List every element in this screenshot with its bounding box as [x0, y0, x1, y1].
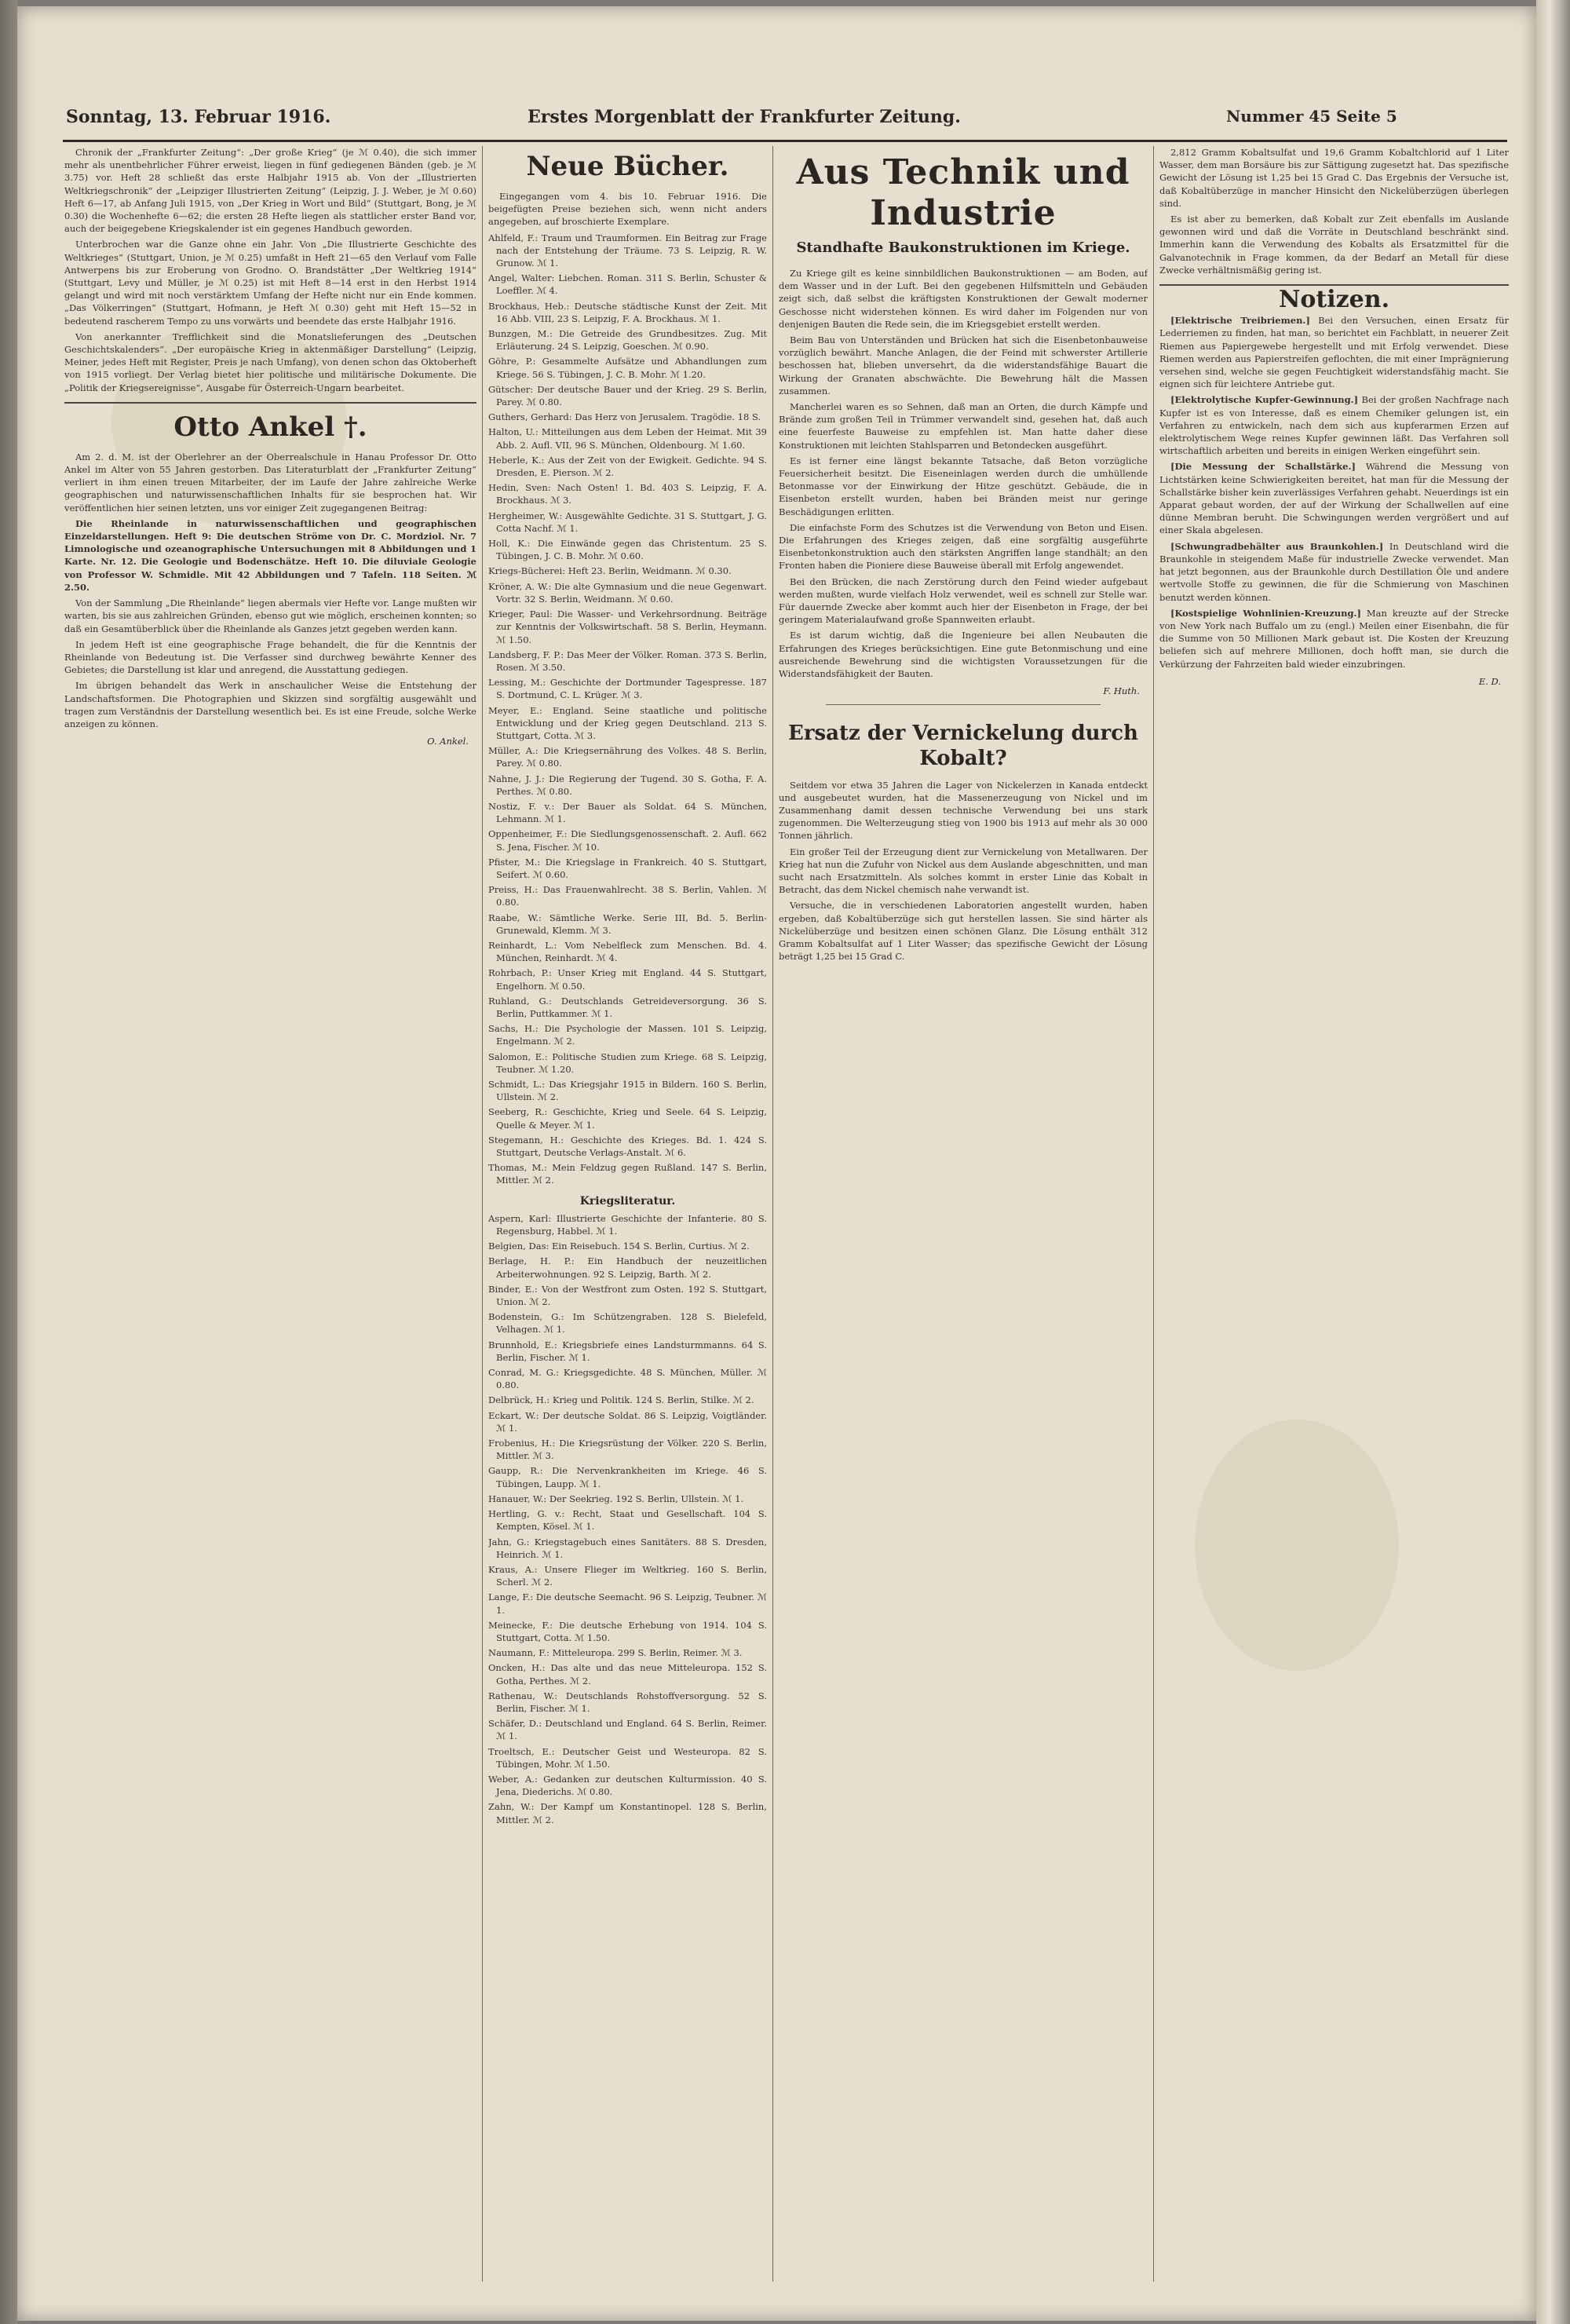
section-rule	[64, 402, 476, 404]
book-entry: Kriegs-Bücherei: Heft 23. Berlin, Weidmann. ℳ 0.30.	[488, 565, 732, 577]
book-entry: Reinhardt, L.: Vom Nebelfleck zum Menschen. Bd. 4. München, Reinhardt. ℳ 4.	[488, 939, 767, 964]
book-entry: Kröner, A. W.: Die alte Gymnasium und die neue Gegenwart. Vortr. 32 S. Berlin, Weidmann. ℳ 0.60.	[488, 580, 767, 605]
note-item	[1159, 460, 1509, 536]
book-entry: Nostiz, F. v.: Der Bauer als Soldat. 64 S. München, Lehmann. ℳ 1.	[488, 800, 767, 825]
book-entry: Nahne, J. J.: Die Regierung der Tugend. 30 S. Gotha, F. A. Perthes. ℳ 0.80.	[488, 773, 767, 797]
book-entry: Guthers, Gerhard: Das Herz von Jerusalem. Tragödie. 18 S.	[488, 411, 761, 423]
note-item	[1159, 607, 1509, 671]
notes-list	[1159, 314, 1509, 670]
book-list	[488, 232, 767, 1187]
book-entry: Pfister, M.: Die Kriegslage in Frankreich. 40 S. Stuttgart, Seifert. ℳ 0.60.	[488, 856, 767, 880]
book-review-heading: Die Rheinlande in naturwissenschaftlichen und geographischen Einzeldarstellungen. Heft 9: Die deutschen Ströme von Dr. C. Mordziol. Nr. 7 Limnologische und ozeanographische Untersuchungen mit 8 Abbildungen und 1 Karte. Nr. 12. Die Geologie und Bodenschätze. Heft 10. Die diluviale Geologie von Professor W. Schmidle. Mit 42 Abbildungen und 7 Tafeln. 118 Seiten. ℳ 2.50.	[64, 517, 476, 593]
kobalt-article-title: Ersatz der Vernickelung durch Kobalt?	[788, 721, 1138, 770]
article-paragraph: Ein großer Teil der Erzeugung dient zur Vernickelung von Metallwaren. Der Krieg hat nun die Zufuhr von Nickel aus dem Auslande abgeschnitten, und man sucht nach Ersatzmitteln. Als solches kommt in erster Linie das Kobalt in Betracht, das dem Nickel chemisch nahe verwandt ist.	[779, 846, 1148, 896]
article-paragraph: Versuche, die in verschiedenen Laboratorien angestellt wurden, haben ergeben, daß Kobaltüberzüge sich gut herstellen lassen. Sie sind härter als Nickelüberzüge und besitzen einen schönen Glanz. Die Lösung enthält 312 Gramm Kobaltsulfat auf 1 Liter Wasser; das spezifische Gewicht der Lösung beträgt 1,25 bei 15 Grad C.	[779, 900, 1148, 963]
war-book-entry: Kraus, A.: Unsere Flieger im Weltkrieg. 160 S. Berlin, Scherl. ℳ 2.	[488, 1563, 767, 1588]
book-entry: Hedin, Sven: Nach Osten! 1. Bd. 403 S. Leipzig, F. A. Brockhaus. ℳ 3.	[488, 482, 767, 506]
book-entry: Salomon, E.: Politische Studien zum Kriege. 68 S. Leipzig, Teubner. ℳ 1.20.	[488, 1051, 767, 1075]
book-review-paragraph: Im übrigen behandelt das Werk in anschaulicher Weise die Entstehung der Landschaftsformen. Die Photographien und Skizzen sind sorgfältig ausgewählt und tragen zum Verständnis der Darstellung wesentlich bei. Es ist eine Freude, solche Werke anzeigen zu können.	[64, 680, 476, 729]
note-item	[1159, 314, 1509, 390]
book-review-paragraph: Von der Sammlung „Die Rheinlande“ liegen abermals vier Hefte vor. Lange mußten wir warten, bis sie aus zahlreichen Gründen, ebenso gut wie möglich, erscheinen konnten; so daß ein Gesamtüberblick über die Rheinlande als Ganzes jetzt gegeben werden kann.	[64, 597, 476, 634]
article-paragraph: Mancherlei waren es so Sehnen, daß man an Orten, die durch Kämpfe und Brände zum großen Teil in Trümmer verwandelt sind, gesehen hat, daß auch eine feuerfeste Bauweise zu empfehlen ist. Man hatte daher diese Konstruktionen mit leichten Stahlsparren und Betondecken ausgeführt.	[779, 401, 1148, 451]
author-signature: F. Huth.	[1103, 685, 1140, 697]
war-book-entry: Meinecke, F.: Die deutsche Erhebung von 1914. 104 S. Stuttgart, Cotta. ℳ 1.50.	[488, 1619, 767, 1643]
book-entry: Angel, Walter: Liebchen. Roman. 311 S. Berlin, Schuster & Loeffler. ℳ 4.	[488, 272, 767, 297]
note-text: Bei den Versuchen, einen Ersatz für Lederriemen zu finden, hat man, so berichtet ein Fachblatt, in neuerer Zeit Riemen aus Papiergewebe hergestellt und mit Erfolg verwendet. Diese Riemen werden aus Papierstreifen geflochten, die mit einer Imprägnierung versehen sind, welche sie gegen Feuchtigkeit widerstandsfähig macht. Sie eignen sich für leichtere Antriebe gut.	[1159, 315, 1509, 390]
war-book-entry: Aspern, Karl: Illustrierte Geschichte der Infanterie. 80 S. Regensburg, Habbel. ℳ 1.	[488, 1212, 767, 1237]
note-heading: [Elektrische Treibriemen.]	[1170, 315, 1310, 327]
note-heading: [Kostspielige Wohnlinien-Kreuzung.]	[1170, 607, 1361, 619]
book-entry: Ruhland, G.: Deutschlands Getreideversorgung. 36 S. Berlin, Puttkammer. ℳ 1.	[488, 995, 767, 1019]
article-paragraph: Es ist darum wichtig, daß die Ingenieure bei allen Neubauten die Erfahrungen des Krieges berücksichtigen. Eine gute Betonmischung und eine ausreichende Bewehrung sind die wichtigsten Voraussetzungen für die Widerstandsfähigkeit der Bauten.	[779, 630, 1148, 680]
author-signature: E. D.	[1478, 675, 1501, 687]
war-book-entry: Gaupp, R.: Die Nervenkrankheiten im Kriege. 46 S. Tübingen, Laupp. ℳ 1.	[488, 1465, 767, 1489]
book-entry: Brockhaus, Heb.: Deutsche städtische Kunst der Zeit. Mit 16 Abb. VIII, 23 S. Leipzig, F. A. Brockhaus. ℳ 1.	[488, 300, 767, 324]
war-book-entry: Hanauer, W.: Der Seekrieg. 192 S. Berlin, Ullstein. ℳ 1.	[488, 1493, 744, 1504]
war-book-entry: Weber, A.: Gedanken zur deutschen Kulturmission. 40 S. Jena, Diederichs. ℳ 0.80.	[488, 1773, 767, 1798]
note-text: Man kreuzte auf der Strecke von New York nach Buffalo um zu (engl.) Meilen einer Eisenbahn, die für die Summe von 50 Millionen Mark gebaut ist. Die Kosten der Kreuzung beliefen sich auf mehrere Millionen, doch hofft man, sie durch die Verkürzung der Fahrzeiten bald wieder einzubringen.	[1159, 607, 1509, 670]
war-book-entry: Belgien, Das: Ein Reisebuch. 154 S. Berlin, Curtius. ℳ 2.	[488, 1241, 750, 1252]
book-review-paragraph: In jedem Heft ist eine geographische Frage behandelt, die für die Kenntnis der Rheinlande von Bedeutung ist. Die Verfasser sind durchweg bewährte Kenner des Gebietes; die Darstellung ist klar und anregend, die Ausstattung gediegen.	[64, 638, 476, 676]
note-item	[1159, 393, 1509, 457]
book-entry: Seeberg, R.: Geschichte, Krieg und Seele. 64 S. Leipzig, Quelle & Meyer. ℳ 1.	[488, 1106, 767, 1131]
war-book-entry: Rathenau, W.: Deutschlands Rohstoffversorgung. 52 S. Berlin, Fischer. ℳ 1.	[488, 1690, 767, 1714]
book-entry: Stegemann, H.: Geschichte des Krieges. Bd. 1. 424 S. Stuttgart, Deutsche Verlags-Anstalt. ℳ 6.	[488, 1134, 767, 1159]
war-book-entry: Naumann, F.: Mitteleuropa. 299 S. Berlin, Reimer. ℳ 3.	[488, 1647, 743, 1659]
book-entry: Schmidt, L.: Das Kriegsjahr 1915 in Bildern. 160 S. Berlin, Ullstein. ℳ 2.	[488, 1079, 767, 1103]
book-entry: Rohrbach, P.: Unser Krieg mit England. 44 S. Stuttgart, Engelhorn. ℳ 0.50.	[488, 967, 767, 992]
war-book-entry: Lange, F.: Die deutsche Seemacht. 96 S. Leipzig, Teubner. ℳ 1.	[488, 1591, 767, 1616]
book-entry: Bunzgen, M.: Die Getreide des Grundbesitzes. Zug. Mit Erläuterung. 24 S. Leipzig, Goeschen. ℳ 0.90.	[488, 328, 767, 353]
war-book-entry: Conrad, M. G.: Kriegsgedichte. 48 S. München, Müller. ℳ 0.80.	[488, 1367, 767, 1391]
newspaper-page	[17, 6, 1536, 2321]
war-book-entry: Troeltsch, E.: Deutscher Geist und Westeuropa. 82 S. Tübingen, Mohr. ℳ 1.50.	[488, 1745, 767, 1770]
war-book-entry: Binder, E.: Von der Westfront zum Osten. 192 S. Stuttgart, Union. ℳ 2.	[488, 1283, 767, 1308]
masthead-rule	[63, 140, 1507, 142]
war-book-entry: Zahn, W.: Der Kampf um Konstantinopel. 128 S. Berlin, Mittler. ℳ 2.	[488, 1801, 767, 1825]
note-text: In Deutschland wird die Braunkohle in steigendem Maße für industrielle Zwecke verwendet. Man hat jetzt begonnen, aus der Braunkohle durch Destillation Öle und andere wertvolle Stoffe zu gewinnen, die für die Schmierung von Maschinen benutzt werden können.	[1159, 540, 1509, 603]
book-entry: Müller, A.: Die Kriegsernährung des Volkes. 48 S. Berlin, Parey. ℳ 0.80.	[488, 745, 767, 769]
book-entry: Krieger, Paul: Die Wasser- und Verkehrsordnung. Beiträge zur Kenntnis der Volkswirtschaft. 58 S. Berlin, Heymann. ℳ 1.50.	[488, 608, 767, 645]
article-separator	[826, 704, 1101, 705]
ankel-obituary-title: Otto Ankel †.	[173, 411, 367, 443]
page-edge	[1536, 0, 1570, 2324]
war-book-entry: Oncken, H.: Das alte und das neue Mitteleuropa. 152 S. Gotha, Perthes. ℳ 2.	[488, 1662, 767, 1686]
page-binding	[0, 0, 17, 2324]
book-entry: Landsberg, F. P.: Das Meer der Völker. Roman. 373 S. Berlin, Rosen. ℳ 3.50.	[488, 649, 767, 673]
article-paragraph: Es ist aber zu bemerken, daß Kobalt zur Zeit ebenfalls im Auslande gewonnen wird und daß die Vorräte in Deutschland beschränkt sind. Immerhin kann die Verwendung des Kobalts als Ersatzmittel für die Galvanotechnik in Frage kommen, da der Bedarf an Metall für diese Zwecke verhältnismäßig gering ist.	[1159, 214, 1509, 276]
masthead-date: Sonntag, 13. Februar 1916.	[66, 107, 331, 127]
book-entry: Gütscher: Der deutsche Bauer und der Krieg. 29 S. Berlin, Parey. ℳ 0.80.	[488, 383, 767, 408]
book-entry: Ahlfeld, F.: Traum und Traumformen. Ein Beitrag zur Frage nach der Entstehung der Träume. 73 S. Leipzig, R. W. Grunow. ℳ 1.	[488, 232, 767, 269]
note-heading: [Schwungradbehälter aus Braunkohlen.]	[1170, 540, 1384, 552]
new-books-intro: Eingegangen vom 4. bis 10. Februar 1916. Die beigefügten Preise beziehen sich, wenn nicht anders angegeben, auf broschierte Exemplare.	[488, 191, 767, 228]
column-notes	[1159, 146, 1509, 2289]
author-signature: O. Ankel.	[427, 736, 469, 747]
book-entry: Raabe, W.: Sämtliche Werke. Serie III, Bd. 5. Berlin-Grunewald, Klemm. ℳ 3.	[488, 912, 767, 936]
war-book-entry: Brunnhold, E.: Kriegsbriefe eines Landsturmmanns. 64 S. Berlin, Fischer. ℳ 1.	[488, 1339, 767, 1363]
notes-title: Notizen.	[1278, 286, 1390, 314]
column-new-books	[488, 146, 767, 2289]
book-entry: Holl, K.: Die Einwände gegen das Christentum. 25 S. Tübingen, J. C. B. Mohr. ℳ 0.60.	[488, 538, 767, 562]
article-paragraph: Von anerkannter Trefflichkeit sind die Monatslieferungen des „Deutschen Geschichtskalenders“. „Der europäische Krieg in aktenmäßiger Darstellung“ (Leipzig, Meiner, jedes Heft mit Register, Preis je nach Umfang), von denen schon das Oktoberheft von 1915 vorliegt. Der Verlag bietet hier politische und militärische Dokumente. Die „Politik der Kriegsereignisse“, Ausgabe für Österreich-Ungarn bearbeitet.	[64, 331, 476, 393]
new-books-title: Neue Bücher.	[526, 151, 729, 182]
masthead-page-number: Nummer 45 Seite 5	[1226, 107, 1397, 126]
book-entry: Lessing, M.: Geschichte der Dortmunder Tagespresse. 187 S. Dortmund, C. L. Krüger. ℳ 3.	[488, 677, 767, 701]
war-book-entry: Delbrück, H.: Krieg und Politik. 124 S. Berlin, Stilke. ℳ 2.	[488, 1394, 754, 1406]
article-paragraph: Bei den Brücken, die nach Zerstörung durch den Feind wieder aufgebaut werden mußten, wurde vielfach Holz verwendet, weil es schnell zur Stelle war. Für dauernde Zwecke aber kommt auch hier der Eisenbeton in Frage, der bei geringem Materialaufwand große Spannweiten erlaubt.	[779, 576, 1148, 626]
article-paragraph: Chronik der „Frankfurter Zeitung“: „Der große Krieg“ (je ℳ 0.40), die sich immer mehr als unentbehrlicher Führer erweist, liegen in fünf gediegenen Bänden (geb. je ℳ 3.75) vor. Heft 28 schließt das erste Halbjahr 1915 ab. Von der „Illustrierten Weltkriegschronik“ der „Leipziger Illustrierten Zeitung“ (Leipzig, J. J. Weber, je ℳ 0.60) Heft 6—17, ab Anfang Juli 1915, von „Der Krieg in Wort und Bild“ (Stuttgart, Bong, je ℳ 0.30) die Wochenhefte 6—62; die ersten 28 Hefte liegen als stattlicher erster Band vor, auch der beigegebene Kriegskalender ist ein gegenes Handbuch geworden.	[64, 147, 476, 235]
war-book-entry: Eckart, W.: Der deutsche Soldat. 86 S. Leipzig, Voigtländer. ℳ 1.	[488, 1409, 767, 1434]
book-entry: Sachs, H.: Die Psychologie der Massen. 101 S. Leipzig, Engelmann. ℳ 2.	[488, 1023, 767, 1047]
war-book-entry: Jahn, G.: Kriegstagebuch eines Sanitäters. 88 S. Dresden, Heinrich. ℳ 1.	[488, 1536, 767, 1560]
note-heading: [Elektrolytische Kupfer-Gewinnung.]	[1170, 394, 1359, 406]
obituary-paragraph: Am 2. d. M. ist der Oberlehrer an der Oberrealschule in Hanau Professor Dr. Otto Ankel im Alter von 55 Jahren gestorben. Das Literaturblatt der „Frankfurter Zeitung“ verliert in ihm einen treuen Mitarbeiter, der im Laufe der Jahre zahlreiche Werke geographischen und naturwissenschaftlichen Inhalts für sie besprochen hat. Wir veröffentlichen hier seinen letzten, uns vor einiger Zeit zugegangenen Beitrag:	[64, 451, 476, 513]
war-book-entry: Hertling, G. v.: Recht, Staat und Gesellschaft. 104 S. Kempten, Kösel. ℳ 1.	[488, 1508, 767, 1533]
masthead	[17, 107, 1536, 133]
book-entry: Göhre, P.: Gesammelte Aufsätze und Abhandlungen zum Kriege. 56 S. Tübingen, J. C. B. Mohr. ℳ 1.20.	[488, 356, 767, 380]
book-entry: Preiss, H.: Das Frauenwahlrecht. 38 S. Berlin, Vahlen. ℳ 0.80.	[488, 884, 767, 908]
article-paragraph: Seitdem vor etwa 35 Jahren die Lager von Nickelerzen in Kanada entdeckt und ausgebeutet wurden, hat die Massenerzeugung von Nickel und im Zusammenhang damit dessen technische Verwendung bei uns stark zugenommen. Die Welterzeugung stieg von 1900 bis 1913 auf mehr als 30 000 Tonnen jährlich.	[779, 779, 1148, 842]
technology-section-title: Aus Technik und Industrie	[796, 152, 1130, 233]
book-entry: Heberle, K.: Aus der Zeit von der Ewigkeit. Gedichte. 94 S. Dresden, E. Pierson. ℳ 2.	[488, 454, 767, 479]
article-paragraph: 2,812 Gramm Kobaltsulfat und 19,6 Gramm Kobaltchlorid auf 1 Liter Wasser, dem man Borsäure bis zur Sättigung zugesetzt hat. Das spezifische Gewicht der Lösung ist 1,25 bei 15 Grad C. Das Ergebnis der Versuche ist, daß Kobaltüberzüge in mancher Hinsicht den Nickelüberzügen überlegen sind.	[1159, 147, 1509, 209]
article-paragraph: Die einfachste Form des Schutzes ist die Verwendung von Beton und Eisen. Die Erfahrungen des Krieges zeigen, daß eine sorgfältig ausgeführte Eisenbetonkonstruktion auch den stärksten Angriffen lange standhält; an den Fronten haben die Pioniere diese Bauweise überall mit Erfolg angewendet.	[779, 521, 1148, 572]
note-text: Während die Messung von Lichtstärken keine Schwierigkeiten bereitet, hat man für die Messung der Schallstärke bisher kein zuverlässiges Verfahren gehabt. Neuerdings ist ein Apparat gebaut worden, der auf der Wirkung der Schallwellen auf eine dünne Membran beruht. Die Schwingungen werden vergrößert und auf einer Skala abgelesen.	[1159, 461, 1509, 536]
war-book-entry: Berlage, H. P.: Ein Handbuch der neuzeitlichen Arbeiterwohnungen. 92 S. Leipzig, Barth. ℳ 2.	[488, 1255, 767, 1280]
article-paragraph: Unterbrochen war die Ganze ohne ein Jahr. Von „Die Illustrierte Geschichte des Weltkrieges“ (Stuttgart, Union, je ℳ 0.25) umfaßt in Heft 21—65 den Verlauf vom Falle Antwerpens bis zur Eroberung von Grodno. O. Brandstätter „Der Weltkrieg 1914“ (Stuttgart, Levy und Müller, je ℳ 0.25) ist mit Heft 8—14 erst in den Herbst 1914 gelangt und wird mit noch verstärktem Umfang der Hefte nicht nur ein Ende kommen. „Das Völkerringen“ (Stuttgart, Hofmann, je Heft ℳ 0.30) geht mit Heft 15—52 in bedeutend rascherem Tempo zu uns vorwärts und beendete das erste Halbjahr 1916.	[64, 239, 476, 327]
column-technology	[779, 146, 1148, 2289]
war-book-entry: Frobenius, H.: Die Kriegsrüstung der Völker. 220 S. Berlin, Mittler. ℳ 3.	[488, 1438, 767, 1462]
column-divider	[772, 146, 773, 2282]
war-literature-list	[488, 1212, 767, 1826]
war-book-entry: Schäfer, D.: Deutschland und England. 64 S. Berlin, Reimer. ℳ 1.	[488, 1718, 767, 1742]
article-paragraph: Beim Bau von Unterständen und Brücken hat sich die Eisenbetonbauweise vorzüglich bewährt. Manche Anlagen, die der Feind mit schwerster Artillerie beschossen hat, blieben unversehrt, da die widerstandsfähige Bauart die Wirkung der Granaten abschwächte. Die Bewehrung hält die Massen zusammen.	[779, 334, 1148, 396]
war-book-entry: Bodenstein, G.: Im Schützengraben. 128 S. Bielefeld, Velhagen. ℳ 1.	[488, 1311, 767, 1336]
column-war-chronicles	[64, 146, 476, 2289]
article-paragraph: Es ist ferner eine längst bekannte Tatsache, daß Beton vorzügliche Feuersicherheit besitzt. Die Eiseneinlagen werden durch die umhüllende Betonmasse vor der Einwirkung der Hitze geschützt. Gebäude, die in Eisenbeton erstellt wurden, haben bei Bränden meist nur geringe Beschädigungen erlitten.	[779, 455, 1148, 517]
technology-article-title: Standhafte Baukonstruktionen im Kriege.	[796, 239, 1130, 256]
masthead-title: Erstes Morgenblatt der Frankfurter Zeitung.	[528, 107, 961, 127]
note-heading: [Die Messung der Schallstärke.]	[1170, 461, 1356, 473]
war-literature-title: Kriegsliteratur.	[579, 1194, 676, 1208]
note-text: Bei der großen Nachfrage nach Kupfer ist es von Interesse, daß es einem Chemiker gelungen ist, ein Verfahren zu entwickeln, nach dem sich aus kupferarmen Erzen auf elektrolytischem Wege reines Kupfer gewinnen läßt. Das Verfahren soll wirtschaftlich arbeiten und bereits in einigen Werken eingeführt sein.	[1159, 394, 1509, 457]
book-entry: Thomas, M.: Mein Feldzug gegen Rußland. 147 S. Berlin, Mittler. ℳ 2.	[488, 1162, 767, 1186]
article-paragraph: Zu Kriege gilt es keine sinnbildlichen Baukonstruktionen — am Boden, auf dem Wasser und in der Luft. Bei den gegebenen Hilfsmitteln und Gebäuden zeigt sich, daß selbst die kräftigsten Konstruktionen der Gewalt moderner Geschosse nicht widerstehen können. Es wird daher im Folgenden nur von denjenigen Bauten die Rede sein, die im Kriegsgebiet erstellt werden.	[779, 268, 1148, 330]
column-divider	[482, 146, 483, 2282]
book-entry: Hergheimer, W.: Ausgewählte Gedichte. 31 S. Stuttgart, J. G. Cotta Nachf. ℳ 1.	[488, 510, 767, 534]
column-divider	[1153, 146, 1154, 2282]
book-entry: Oppenheimer, F.: Die Siedlungsgenossenschaft. 2. Aufl. 662 S. Jena, Fischer. ℳ 10.	[488, 828, 767, 853]
book-entry: Meyer, E.: England. Seine staatliche und politische Entwicklung und der Krieg gegen Deutschland. 213 S. Stuttgart, Cotta. ℳ 3.	[488, 704, 767, 741]
note-item	[1159, 540, 1509, 604]
book-entry: Halton, U.: Mitteilungen aus dem Leben der Heimat. Mit 39 Abb. 2. Aufl. VII, 96 S. München, Oldenbourg. ℳ 1.60.	[488, 426, 767, 451]
